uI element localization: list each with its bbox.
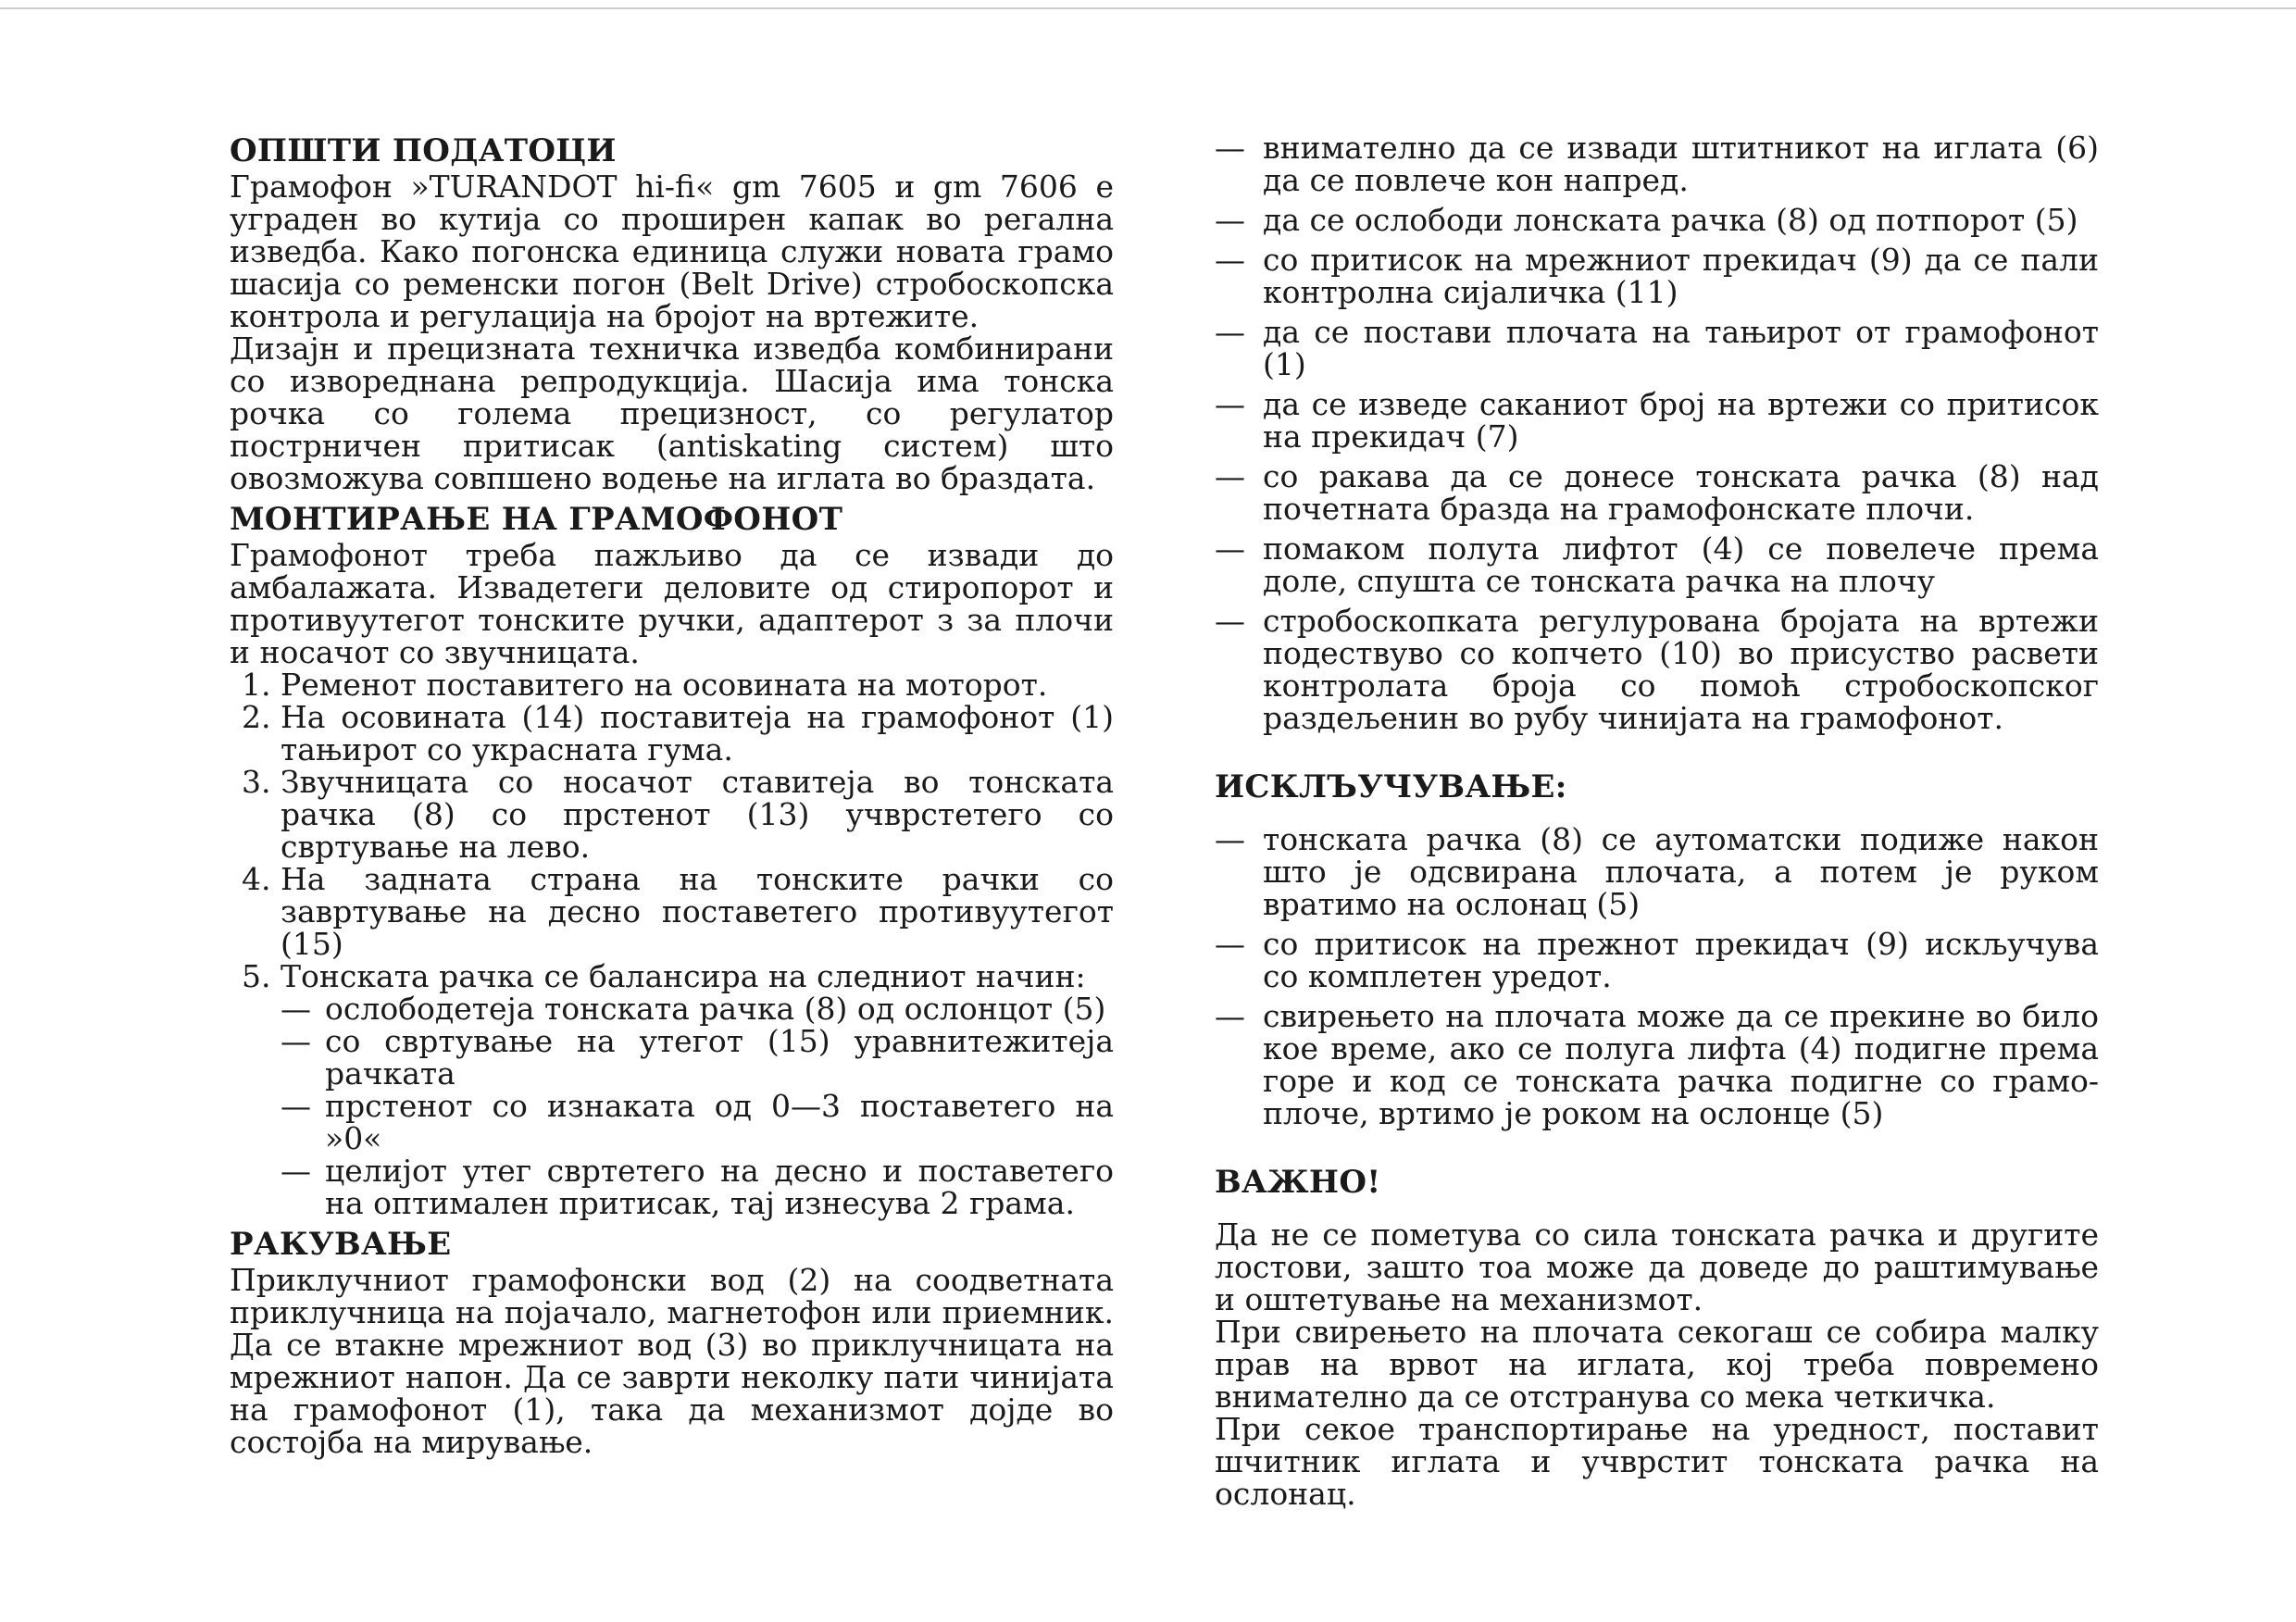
switch-off-list: [1215, 823, 2099, 1129]
handling-steps-list: [1215, 131, 2099, 734]
switch-off-item-3: — свирењето на плочата може да се прекине во било кое време, ако се полуга лифта (4) подигне према горе и код се тонската рачка подигне со грамо-плоче, вртимо је роком на ослонце (5): [1215, 1000, 2099, 1129]
paragraph-important-2: При свирењето на плочата секогаш се собира малку прав на врвот на иглата, кој треба повремено внимателно да се отстранува со мека четкичка.: [1215, 1314, 2099, 1415]
paragraph-general-1: Грамофон »TURANDOT hi-fi« gm 7605 и gm 7606 е уграден во кутија со проширен капак во регална изведба. Како погонска единица служи новата грамо шасија со ременски погон (Belt Drive) стробоскопска контрола и регулација на бројот на вртежите.: [230, 168, 1114, 334]
mounting-step-1: 1. Ременот поставитего на осовината на моторот.: [281, 668, 1114, 701]
scan-edge-line: [0, 7, 2296, 9]
handling-item-4: — да се постави плочата на тањирот от грамофонот (1): [1215, 316, 2099, 381]
right-column: [1215, 131, 2099, 1510]
handling-item-7: — помаком полута лифтот (4) се повелече према доле, спушта се тонската рачка на плочу: [1215, 532, 2099, 597]
switch-off-item-1: — тонската рачка (8) се аутоматски подиже након што је одсвирана плочата, а потем је руком вратимо на ослонац (5): [1215, 823, 2099, 920]
handling-item-3: — со притисок на мрежниот прекидач (9) да се пали контролна сијаличка (11): [1215, 243, 2099, 308]
mounting-step-2: 2. На осовината (14) поставитеја на грамофонот (1) тањирот со украсната гума.: [281, 701, 1114, 766]
handling-item-2: — да се ослободи лонската рачка (8) од потпорот (5): [1215, 204, 2099, 236]
paragraph-handling: Приклучниот грамофонски вод (2) на соодветната приклучница на појачало, магнетофон или приемник. Да се втакне мрежниот вод (3) во приклучницата на мрежниот напон. Да се заврти неколку пати чинијата на грамофонот (1), така да механизмот дојде во состојба на мирување.: [230, 1262, 1114, 1460]
balance-sublist: [281, 992, 1114, 1219]
balance-item-3: — прстенот со изнаката од 0—3 поставетего на »0«: [281, 1090, 1114, 1154]
mounting-step-5: [281, 960, 1114, 1219]
mounting-steps-list: [230, 668, 1114, 1219]
mounting-step-5-text: Тонската рачка се балансира на следниот начин:: [281, 958, 1086, 994]
paragraph-general-2: Дизајн и прецизната техничка изведба комбинирани со извореднана репродукција. Шасија има тонска рочка со голема прецизност, со регулатор пострничен притисак (antiskating систем) што овозможува совпшено водење на иглата во браздата.: [230, 331, 1114, 496]
mounting-step-4: 4. На задната страна на тонските рачки со завртување на десно поставетего противуутегот (15): [281, 863, 1114, 960]
left-column: [230, 131, 1114, 1458]
handling-item-1: — внимателно да се извади штитникот на иглата (6) да се повлече кон напред.: [1215, 131, 2099, 196]
paragraph-important-1: Да не се пометува со сила тонската рачка и другите лостови, зашто тоа може да доведе до раштимување и оштетување на механизмот.: [1215, 1216, 2099, 1317]
handling-item-5: — да се изведе саканиот број на вртежи со притисок на прекидач (7): [1215, 388, 2099, 453]
paragraph-mounting: Грамофонот треба пажљиво да се извади до амбалажата. Извадетеги деловите од стиропорот и противуутегот тонските ручки, адаптерот з за плочи и носачот со звучницата.: [230, 537, 1114, 670]
balance-item-1: — ослободетеја тонската рачка (8) од ослонцот (5): [281, 992, 1114, 1025]
heading-mounting: МОНТИРАЊЕ НА ГРАМОФОНОТ: [230, 501, 843, 538]
heading-important: ВАЖНО!: [1215, 1164, 1381, 1201]
switch-off-item-2: — со притисок на прежнот прекидач (9) искључува со комплетен уредот.: [1215, 928, 2099, 992]
balance-item-2: — со свртување на утегот (15) уравнитежитеја рачката: [281, 1025, 1114, 1090]
mounting-step-3: 3. Звучницата со носачот ставитеја во тонската рачка (8) со прстенот (13) учврстетего со свртување на лево.: [281, 766, 1114, 863]
heading-switch-off: ИСКЛЪУЧУВАЊЕ:: [1215, 768, 1567, 805]
heading-handling: РАКУВАЊЕ: [230, 1226, 452, 1263]
balance-item-4: — целијот утег свртетего на десно и поставетего на оптимален притисак, тај изнесува 2 грама.: [281, 1154, 1114, 1219]
handling-item-8: — стробоскопката регулурована бројата на вртежи подествуво со копчето (10) во присуство расвети контролата броја со помоћ стробоскопског раздељенин во рубу чинијата на грамофонот.: [1215, 605, 2099, 734]
paragraph-important-3: При секое транспортирање на уредност, поставит шчитник иглата и учврстит тонската рачка на ослонац.: [1215, 1411, 2099, 1512]
heading-general-data: ОПШТИ ПОДАТОЦИ: [230, 132, 617, 169]
handling-item-6: — со ракава да се донесе тонската рачка (8) над почетната бразда на грамофонскате плочи.: [1215, 460, 2099, 525]
